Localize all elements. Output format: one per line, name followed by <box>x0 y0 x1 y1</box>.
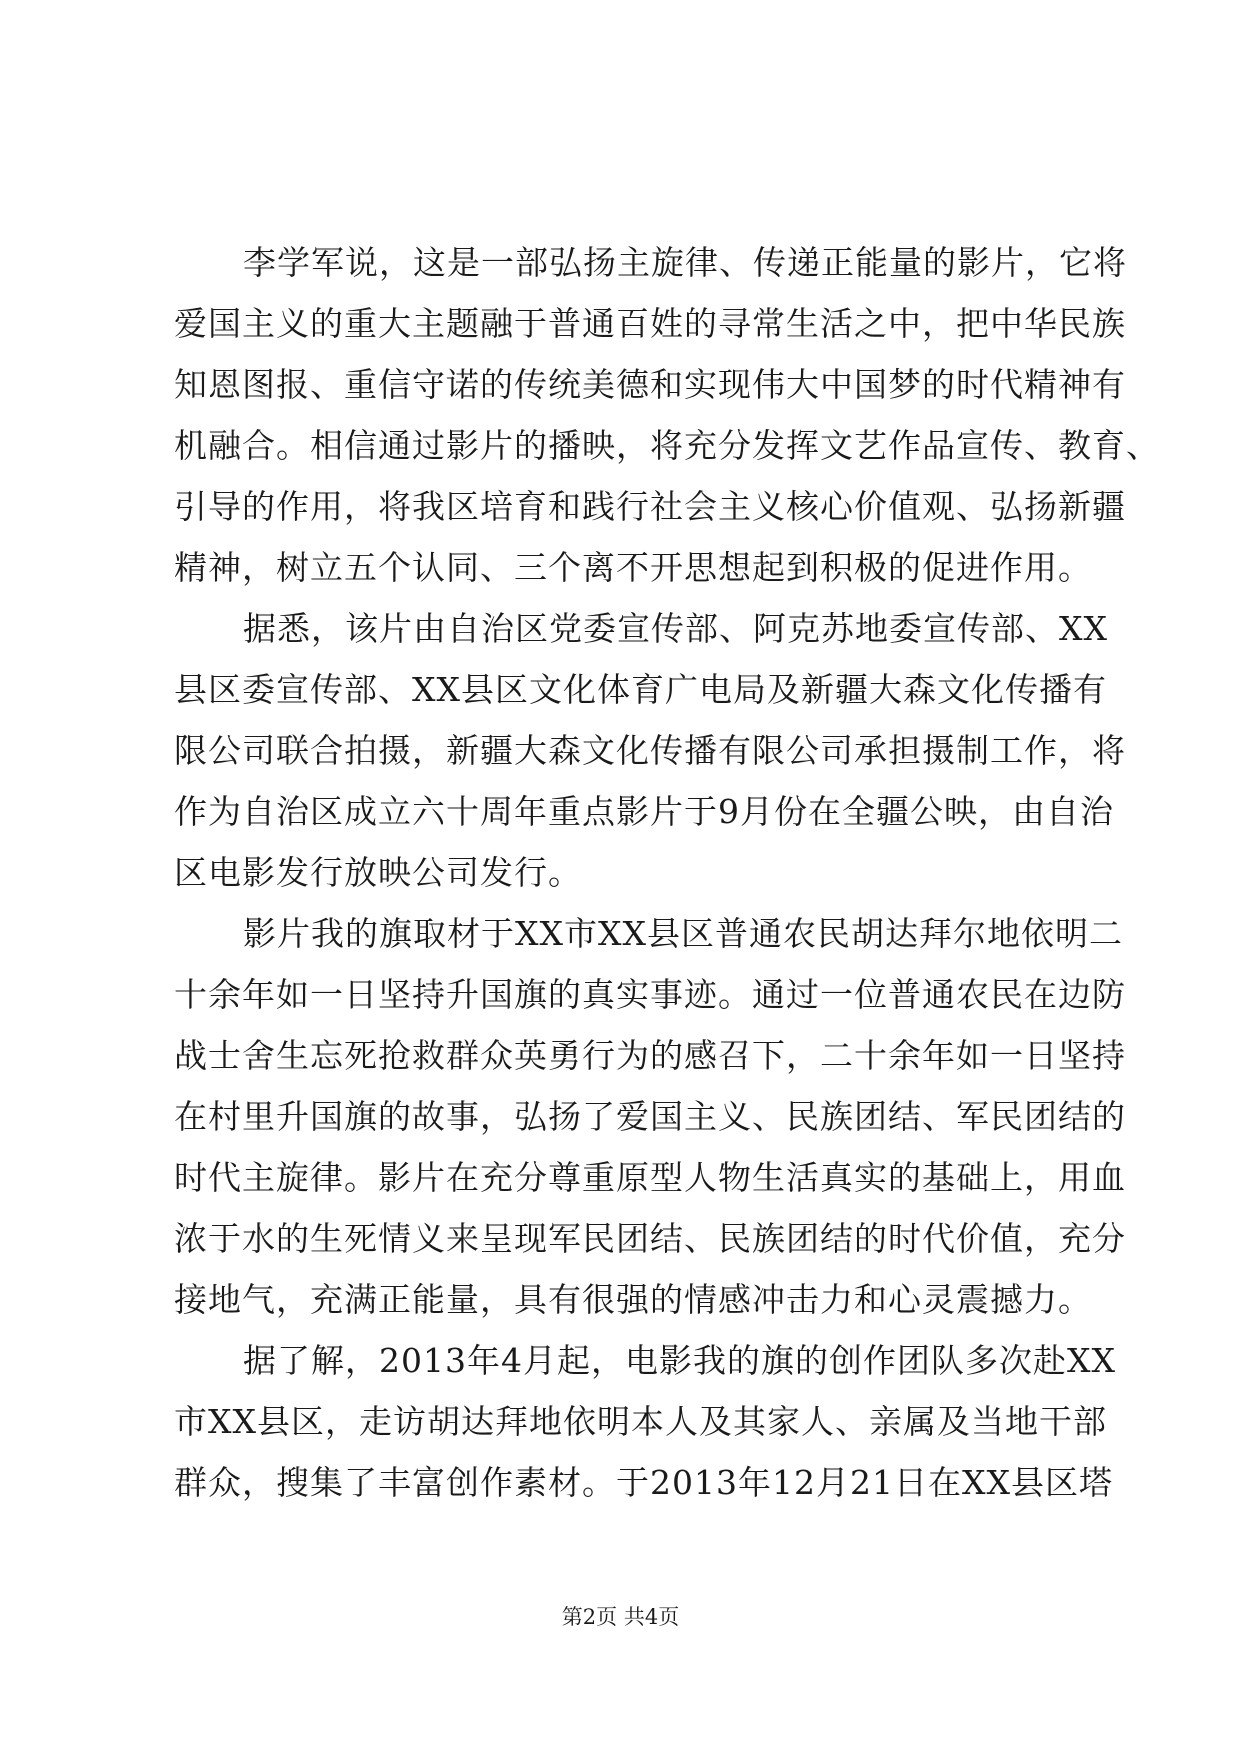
body-text <box>174 232 1160 1513</box>
paragraph-4-line-2: 市XX县区，走访胡达拜地依明本人及其家人、亲属及当地干部 <box>174 1402 1107 1441</box>
paragraph-2-line-3: 限公司联合拍摄，新疆大森文化传播有限公司承担摄制工作，将 <box>174 731 1126 770</box>
paragraph-3-line-4: 在村里升国旗的故事，弘扬了爱国主义、民族团结、军民团结的 <box>174 1097 1126 1136</box>
paragraph-3-line-2: 十余年如一日坚持升国旗的真实事迹。通过一位普通农民在边防 <box>174 975 1126 1014</box>
paragraph-1-line-6: 精神，树立五个认同、三个离不开思想起到积极的促进作用。 <box>174 548 1092 587</box>
paragraph-2-line-1: 据悉，该片由自治区党委宣传部、阿克苏地委宣传部、XX <box>243 609 1108 648</box>
paragraph-3-line-5: 时代主旋律。影片在充分尊重原型人物生活真实的基础上，用血 <box>174 1158 1126 1197</box>
paragraph-3-line-7: 接地气，充满正能量，具有很强的情感冲击力和心灵震撼力。 <box>174 1280 1092 1319</box>
paragraph-1-line-1: 李学军说，这是一部弘扬主旋律、传递正能量的影片，它将 <box>243 243 1127 282</box>
paragraph-3-line-3: 战士舍生忘死抢救群众英勇行为的感召下，二十余年如一日坚持 <box>174 1036 1126 1075</box>
paragraph-1-line-3: 知恩图报、重信守诺的传统美德和实现伟大中国梦的时代精神有 <box>174 365 1126 404</box>
page-number-footer: 第2页 共4页 <box>561 1605 680 1629</box>
paragraph-3-line-1: 影片我的旗取材于XX市XX县区普通农民胡达拜尔地依明二 <box>243 914 1123 953</box>
paragraph-3-line-6: 浓于水的生死情义来呈现军民团结、民族团结的时代价值，充分 <box>174 1219 1126 1258</box>
paragraph-4-line-3: 群众，搜集了丰富创作素材。于2013年12月21日在XX县区塔 <box>174 1463 1113 1502</box>
paragraph-2-line-5: 区电影发行放映公司发行。 <box>174 853 582 892</box>
paragraph-2-line-4: 作为自治区成立六十周年重点影片于9月份在全疆公映，由自治 <box>174 792 1114 831</box>
paragraph-4-line-1: 据了解，2013年4月起，电影我的旗的创作团队多次赴XX <box>243 1341 1116 1380</box>
paragraph-2-line-2: 县区委宣传部、XX县区文化体育广电局及新疆大森文化传播有 <box>174 670 1107 709</box>
paragraph-1-line-4: 机融合。相信通过影片的播映，将充分发挥文艺作品宣传、教育、 <box>174 426 1160 465</box>
paragraph-1-line-2: 爱国主义的重大主题融于普通百姓的寻常生活之中，把中华民族 <box>174 304 1126 343</box>
paragraph-1-line-5: 引导的作用，将我区培育和践行社会主义核心价值观、弘扬新疆 <box>174 487 1126 526</box>
